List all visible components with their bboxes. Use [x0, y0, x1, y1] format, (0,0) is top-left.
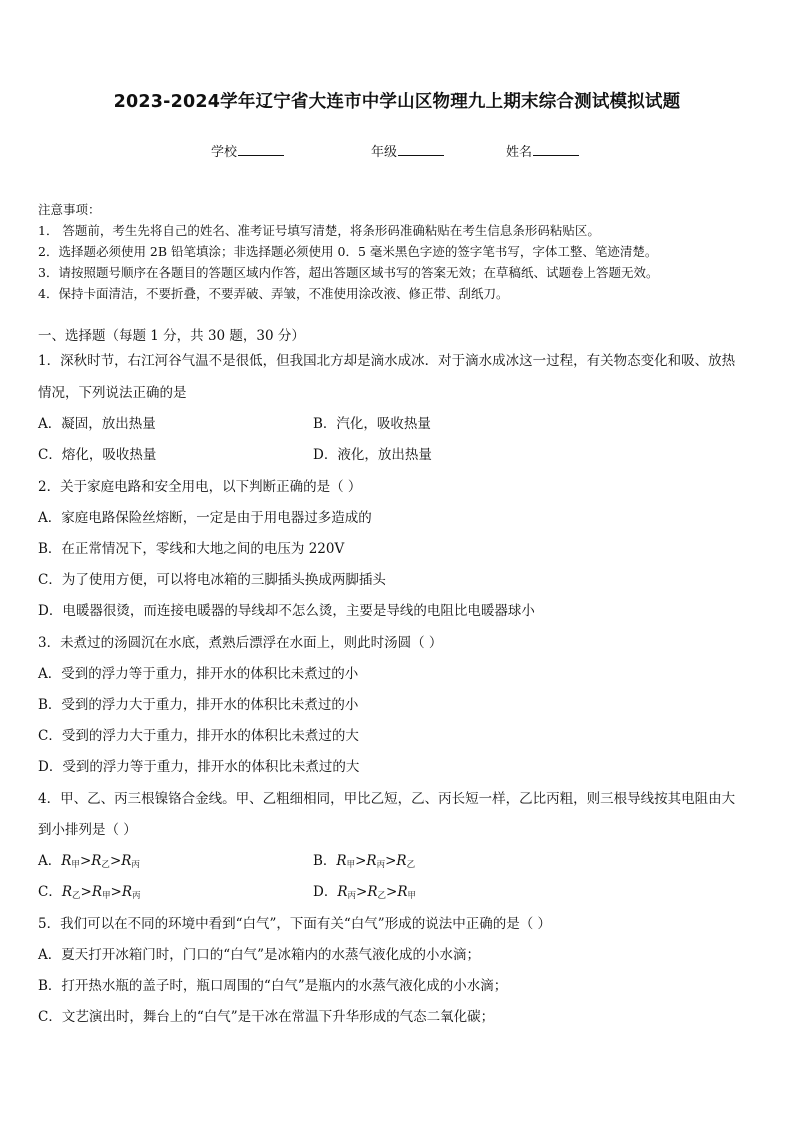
q5-option-b: B．打开热水瓶的盖子时，瓶口周围的“白气”是瓶内的水蒸气液化成的小水滴；: [38, 978, 508, 994]
name-blank[interactable]: [533, 142, 579, 156]
q3-option-b: B．受到的浮力大于重力，排开水的体积比未煮过的小: [38, 697, 359, 713]
q3-option-d: D．受到的浮力等于重力，排开水的体积比未煮过的大: [38, 759, 360, 775]
name-label: 姓名: [506, 145, 533, 160]
q2-option-a: A．家庭电路保险丝熔断，一定是由于用电器过多造成的: [38, 510, 372, 526]
school-blank[interactable]: [238, 142, 284, 156]
student-info-row: [0, 141, 794, 161]
q4-option-c: C．R乙>R甲>R丙: [38, 884, 141, 901]
notice-heading: 注意事项：: [38, 202, 101, 217]
q3-option-a: A．受到的浮力等于重力，排开水的体积比未煮过的小: [38, 666, 359, 682]
name-field: [506, 141, 579, 160]
notice-item: 2．选择题必须使用 2B 铅笔填涂；非选择题必须使用 0．5 毫米黑色字迹的签字笔书写，字体工整、笔迹清楚。: [38, 244, 658, 259]
question-3-stem: 3．未煮过的汤圆沉在水底，煮熟后漂浮在水面上，则此时汤圆（ ）: [38, 635, 443, 651]
q4-option-b: B．R甲>R丙>R乙: [313, 853, 416, 870]
q1-option-b: B．汽化，吸收热量: [313, 416, 431, 432]
notice-item: 3．请按照题号顺序在各题目的答题区域内作答，超出答题区域书写的答案无效；在草稿纸、试题卷上答题无效。: [38, 265, 659, 280]
section-heading: 一、选择题（每题 1 分，共 30 题，30 分）: [38, 328, 305, 344]
notice-item: 1． 答题前，考生先将自己的姓名、准考证号填写清楚，将条形码准确粘贴在考生信息条形码粘贴区。: [38, 223, 600, 238]
grade-blank[interactable]: [398, 142, 444, 156]
q1-option-d: D．液化，放出热量: [313, 447, 432, 463]
question-5-stem: 5．我们可以在不同的环境中看到“白气”，下面有关“白气”形成的说法中正确的是（ ）: [38, 916, 551, 932]
question-2-stem: 2．关于家庭电路和安全用电，以下判断正确的是（ ）: [38, 479, 362, 495]
q2-option-b: B．在正常情况下，零线和大地之间的电压为 220V: [38, 541, 345, 557]
q2-option-d: D．电暖器很烫，而连接电暖器的导线却不怎么烫，主要是导线的电阻比电暖器球小: [38, 603, 535, 619]
q4-option-a: A．R甲>R乙>R丙: [38, 853, 140, 870]
question-1-stem-cont: 情况，下列说法正确的是: [38, 385, 187, 401]
q5-option-c: C．文艺演出时，舞台上的“白气”是干冰在常温下升华形成的气态二氧化碳；: [38, 1009, 495, 1025]
q1-option-c: C．熔化，吸收热量: [38, 447, 157, 463]
notice-item: 4．保持卡面清洁，不要折叠，不要弄破、弄皱，不准使用涂改液、修正带、刮纸刀。: [38, 286, 509, 301]
question-1-stem: 1．深秋时节，右江河谷气温不是很低，但我国北方却是滴水成冰．对于滴水成冰这一过程，有关物态变化和吸、放热: [38, 353, 736, 369]
q1-option-a: A．凝固，放出热量: [38, 416, 156, 432]
grade-field: [371, 141, 444, 160]
question-4-stem: 4．甲、乙、丙三根镍铬合金线。甲、乙粗细相同，甲比乙短，乙、丙长短一样，乙比丙粗，则三根导线按其电阻由大: [38, 791, 736, 807]
grade-label: 年级: [371, 145, 398, 160]
q2-option-c: C．为了使用方便，可以将电冰箱的三脚插头换成两脚插头: [38, 572, 386, 588]
q4-option-d: D．R丙>R乙>R甲: [313, 884, 417, 901]
question-4-stem-cont: 到小排列是（ ）: [38, 822, 137, 838]
exam-title: 2023-2024学年辽宁省大连市中学山区物理九上期末综合测试模拟试题: [113, 92, 681, 112]
q3-option-c: C．受到的浮力大于重力，排开水的体积比未煮过的大: [38, 728, 359, 744]
q5-option-a: A．夏天打开冰箱门时，门口的“白气”是冰箱内的水蒸气液化成的小水滴；: [38, 947, 481, 963]
school-field: [211, 141, 284, 160]
school-label: 学校: [211, 145, 238, 160]
